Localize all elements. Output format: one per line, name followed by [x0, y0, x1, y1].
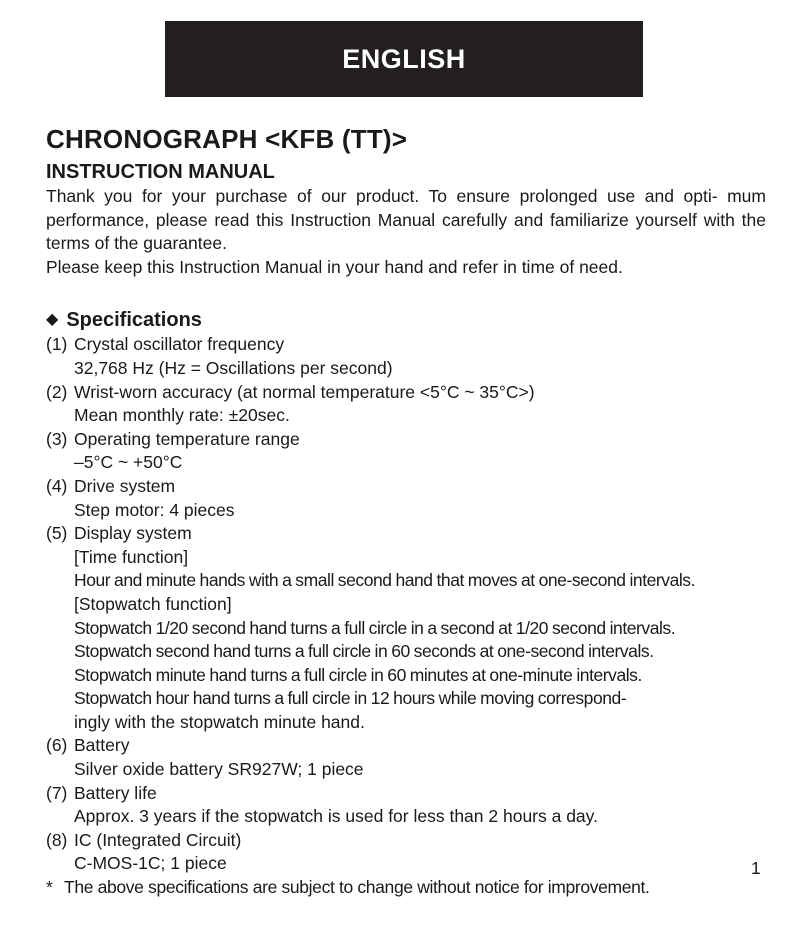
specifications-heading [46, 307, 766, 333]
spec-detail: Mean monthly rate: ±20sec. [74, 405, 290, 426]
spec-title: IC (Integrated Circuit) [74, 829, 242, 850]
specifications-list [46, 333, 766, 876]
footnote [46, 876, 766, 900]
spec-title: Drive system [74, 475, 176, 496]
spec-number: (7) [46, 782, 68, 803]
manual-subtitle: INSTRUCTION MANUAL [46, 161, 275, 183]
spec-title: Crystal oscillator frequency [74, 334, 285, 355]
spec-number: (6) [46, 735, 68, 756]
language-banner [165, 21, 643, 97]
intro-line: Please keep this Instruction Manual in your hand and refer in time of need. [46, 256, 623, 277]
spec-number: (5) [46, 523, 68, 544]
intro-line: Thank you for your purchase of our product. To ensure prolonged use and opti- [46, 186, 718, 206]
footnote-mark: * [46, 877, 53, 898]
spec-detail: Approx. 3 years if the stopwatch is used for less than 2 hours a day. [74, 806, 598, 827]
spec-item-crystal-frequency [46, 333, 766, 380]
spec-detail: ingly with the stopwatch minute hand. [74, 711, 365, 732]
spec-detail: Stopwatch second hand turns a full circle in 60 seconds at one-second intervals. [74, 641, 654, 662]
spec-detail: Stopwatch 1/20 second hand turns a full circle in a second at 1/20 second intervals. [74, 617, 676, 638]
intro-paragraph [46, 185, 766, 279]
spec-number: (3) [46, 428, 68, 449]
footnote-text: The above specifications are subject to change without notice for improvement. [64, 877, 650, 898]
page-title: CHRONOGRAPH <KFB (TT)> [46, 124, 408, 154]
spec-item-ic [46, 829, 766, 876]
spec-item-temperature-range [46, 428, 766, 475]
spec-item-display-system [46, 522, 766, 734]
spec-title: Battery life [74, 782, 157, 803]
spec-detail: [Stopwatch function] [74, 593, 232, 614]
spec-detail: Stopwatch minute hand turns a full circle in 60 minutes at one-minute intervals. [74, 664, 642, 685]
intro-line: yourself with the terms of the guarantee. [46, 209, 766, 254]
specifications-heading-label: Specifications [66, 309, 202, 332]
spec-detail: –5°C ~ +50°C [74, 452, 183, 473]
diamond-bullet-icon: ◆ [46, 311, 59, 329]
spec-number: (8) [46, 829, 68, 850]
spec-item-battery-life [46, 782, 766, 829]
spec-title: Battery [74, 735, 130, 756]
spec-number: (4) [46, 475, 68, 496]
intro-line: mum performance, please read this Instruction Manual carefully and familiarize [46, 186, 766, 230]
page-number: 1 [751, 858, 761, 878]
spec-title: Operating temperature range [74, 428, 300, 449]
spec-item-drive-system [46, 475, 766, 522]
spec-detail: 32,768 Hz (Hz = Oscillations per second) [74, 357, 393, 378]
spec-title: Display system [74, 523, 192, 544]
spec-detail: Stopwatch hour hand turns a full circle in 12 hours while moving correspond- [74, 688, 627, 709]
spec-number: (1) [46, 334, 68, 355]
language-label: ENGLISH [342, 43, 466, 74]
spec-detail: C-MOS-1C; 1 piece [74, 853, 227, 874]
spec-number: (2) [46, 381, 68, 402]
spec-item-battery [46, 734, 766, 781]
spec-detail: Step motor: 4 pieces [74, 499, 235, 520]
spec-title: Wrist-worn accuracy (at normal temperature <5°C ~ 35°C>) [74, 381, 535, 402]
spec-detail: Hour and minute hands with a small second hand that moves at one-second intervals. [74, 570, 696, 591]
spec-item-accuracy [46, 381, 766, 428]
manual-page [46, 121, 766, 900]
spec-detail: [Time function] [74, 546, 189, 567]
spec-detail: Silver oxide battery SR927W; 1 piece [74, 759, 364, 780]
